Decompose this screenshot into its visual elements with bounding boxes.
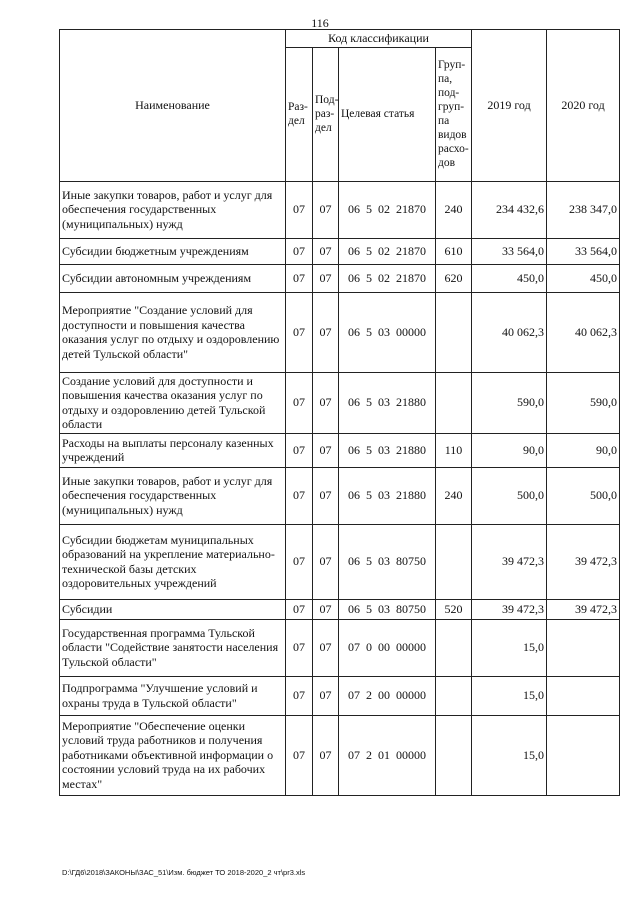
row-2020: 40 062,3 <box>547 292 620 372</box>
row-subsection: 07 <box>313 238 339 264</box>
row-name: Мероприятие "Обеспечение оценки условий труда работников и получения работниками объективной информации о состоянии условий труда на их рабочих местах" <box>60 715 286 795</box>
row-2019: 15,0 <box>472 619 547 676</box>
row-subsection: 07 <box>313 372 339 433</box>
row-target: 06 5 02 21870 <box>339 181 436 238</box>
row-2020: 590,0 <box>547 372 620 433</box>
row-name: Создание условий для доступности и повышения качества оказания услуг по отдыху и оздоровлению детей Тульской области <box>60 372 286 433</box>
row-2020: 90,0 <box>547 433 620 467</box>
table-row <box>60 292 620 372</box>
row-2019: 590,0 <box>472 372 547 433</box>
table-row <box>60 467 620 524</box>
table-row <box>60 264 620 292</box>
table-row <box>60 715 620 795</box>
row-section: 07 <box>286 715 313 795</box>
row-section: 07 <box>286 372 313 433</box>
row-subsection: 07 <box>313 433 339 467</box>
row-section: 07 <box>286 264 313 292</box>
row-section: 07 <box>286 619 313 676</box>
row-name: Государственная программа Тульской области "Содействие занятости населения Тульской области" <box>60 619 286 676</box>
row-2019: 40 062,3 <box>472 292 547 372</box>
row-group <box>436 292 472 372</box>
header-target: Целевая статья <box>339 47 436 181</box>
row-name: Подпрограмма "Улучшение условий и охраны труда в Тульской области" <box>60 676 286 715</box>
row-2020: 238 347,0 <box>547 181 620 238</box>
table-row <box>60 619 620 676</box>
row-target: 06 5 03 80750 <box>339 524 436 599</box>
row-name: Субсидии <box>60 599 286 619</box>
row-name: Иные закупки товаров, работ и услуг для обеспечения государственных (муниципальных) нужд <box>60 467 286 524</box>
table-row <box>60 238 620 264</box>
row-group: 620 <box>436 264 472 292</box>
row-group: 610 <box>436 238 472 264</box>
row-subsection: 07 <box>313 264 339 292</box>
row-subsection: 07 <box>313 181 339 238</box>
row-section: 07 <box>286 676 313 715</box>
row-subsection: 07 <box>313 524 339 599</box>
row-target: 07 2 01 00000 <box>339 715 436 795</box>
row-2020 <box>547 676 620 715</box>
row-target: 06 5 02 21870 <box>339 264 436 292</box>
page-number: 116 <box>311 16 329 30</box>
row-section: 07 <box>286 292 313 372</box>
row-subsection: 07 <box>313 599 339 619</box>
row-group <box>436 676 472 715</box>
row-target: 07 0 00 00000 <box>339 619 436 676</box>
budget-table <box>59 29 620 796</box>
row-2019: 39 472,3 <box>472 599 547 619</box>
row-section: 07 <box>286 599 313 619</box>
row-section: 07 <box>286 467 313 524</box>
row-target: 06 5 03 21880 <box>339 372 436 433</box>
row-section: 07 <box>286 238 313 264</box>
table-row <box>60 524 620 599</box>
row-section: 07 <box>286 433 313 467</box>
table-row <box>60 433 620 467</box>
header-section: Раз- дел <box>286 47 313 181</box>
row-group <box>436 715 472 795</box>
row-2019: 500,0 <box>472 467 547 524</box>
footer-path: D:\ГД6\2018\ЗАКОНЫ\ЗАС_51\Изм. бюджет ТО 2018-2020_2 чт\рr3.xls <box>62 868 306 877</box>
row-2019: 90,0 <box>472 433 547 467</box>
row-group: 240 <box>436 181 472 238</box>
row-subsection: 07 <box>313 676 339 715</box>
row-group <box>436 372 472 433</box>
table-row <box>60 181 620 238</box>
row-2019: 450,0 <box>472 264 547 292</box>
row-2020 <box>547 715 620 795</box>
row-section: 07 <box>286 181 313 238</box>
header-2019: 2019 год <box>472 30 547 182</box>
row-2020: 33 564,0 <box>547 238 620 264</box>
table-row <box>60 599 620 619</box>
row-2020: 39 472,3 <box>547 524 620 599</box>
header-2020: 2020 год <box>547 30 620 182</box>
row-name: Субсидии бюджетам муниципальных образований на укрепление материально-технической базы детских оздоровительных учреждений <box>60 524 286 599</box>
row-2019: 33 564,0 <box>472 238 547 264</box>
row-2020: 450,0 <box>547 264 620 292</box>
row-target: 06 5 02 21870 <box>339 238 436 264</box>
row-name: Иные закупки товаров, работ и услуг для обеспечения государственных (муниципальных) нужд <box>60 181 286 238</box>
row-2020: 500,0 <box>547 467 620 524</box>
row-name: Мероприятие "Создание условий для доступности и повышения качества оказания услуг по отдыху и оздоровлению детей Тульской области" <box>60 292 286 372</box>
table-row <box>60 372 620 433</box>
row-name: Субсидии автономным учреждениям <box>60 264 286 292</box>
table-row <box>60 676 620 715</box>
header-subsection: Под- раз- дел <box>313 47 339 181</box>
row-name: Расходы на выплаты персоналу казенных учреждений <box>60 433 286 467</box>
row-group: 110 <box>436 433 472 467</box>
row-name: Субсидии бюджетным учреждениям <box>60 238 286 264</box>
row-target: 06 5 03 21880 <box>339 433 436 467</box>
row-subsection: 07 <box>313 467 339 524</box>
header-group: Груп- па, под- груп- па видов расхо- дов <box>436 47 472 181</box>
row-2019: 15,0 <box>472 715 547 795</box>
row-2019: 15,0 <box>472 676 547 715</box>
row-subsection: 07 <box>313 619 339 676</box>
row-subsection: 07 <box>313 292 339 372</box>
row-2020: 39 472,3 <box>547 599 620 619</box>
row-2020 <box>547 619 620 676</box>
row-group <box>436 524 472 599</box>
row-target: 06 5 03 80750 <box>339 599 436 619</box>
row-subsection: 07 <box>313 715 339 795</box>
row-group: 240 <box>436 467 472 524</box>
row-2019: 39 472,3 <box>472 524 547 599</box>
row-target: 07 2 00 00000 <box>339 676 436 715</box>
header-name: Наименование <box>60 30 286 182</box>
row-2019: 234 432,6 <box>472 181 547 238</box>
row-target: 06 5 03 00000 <box>339 292 436 372</box>
row-group: 520 <box>436 599 472 619</box>
row-target: 06 5 03 21880 <box>339 467 436 524</box>
row-section: 07 <box>286 524 313 599</box>
header-classification: Код классификации <box>286 30 472 48</box>
row-group <box>436 619 472 676</box>
